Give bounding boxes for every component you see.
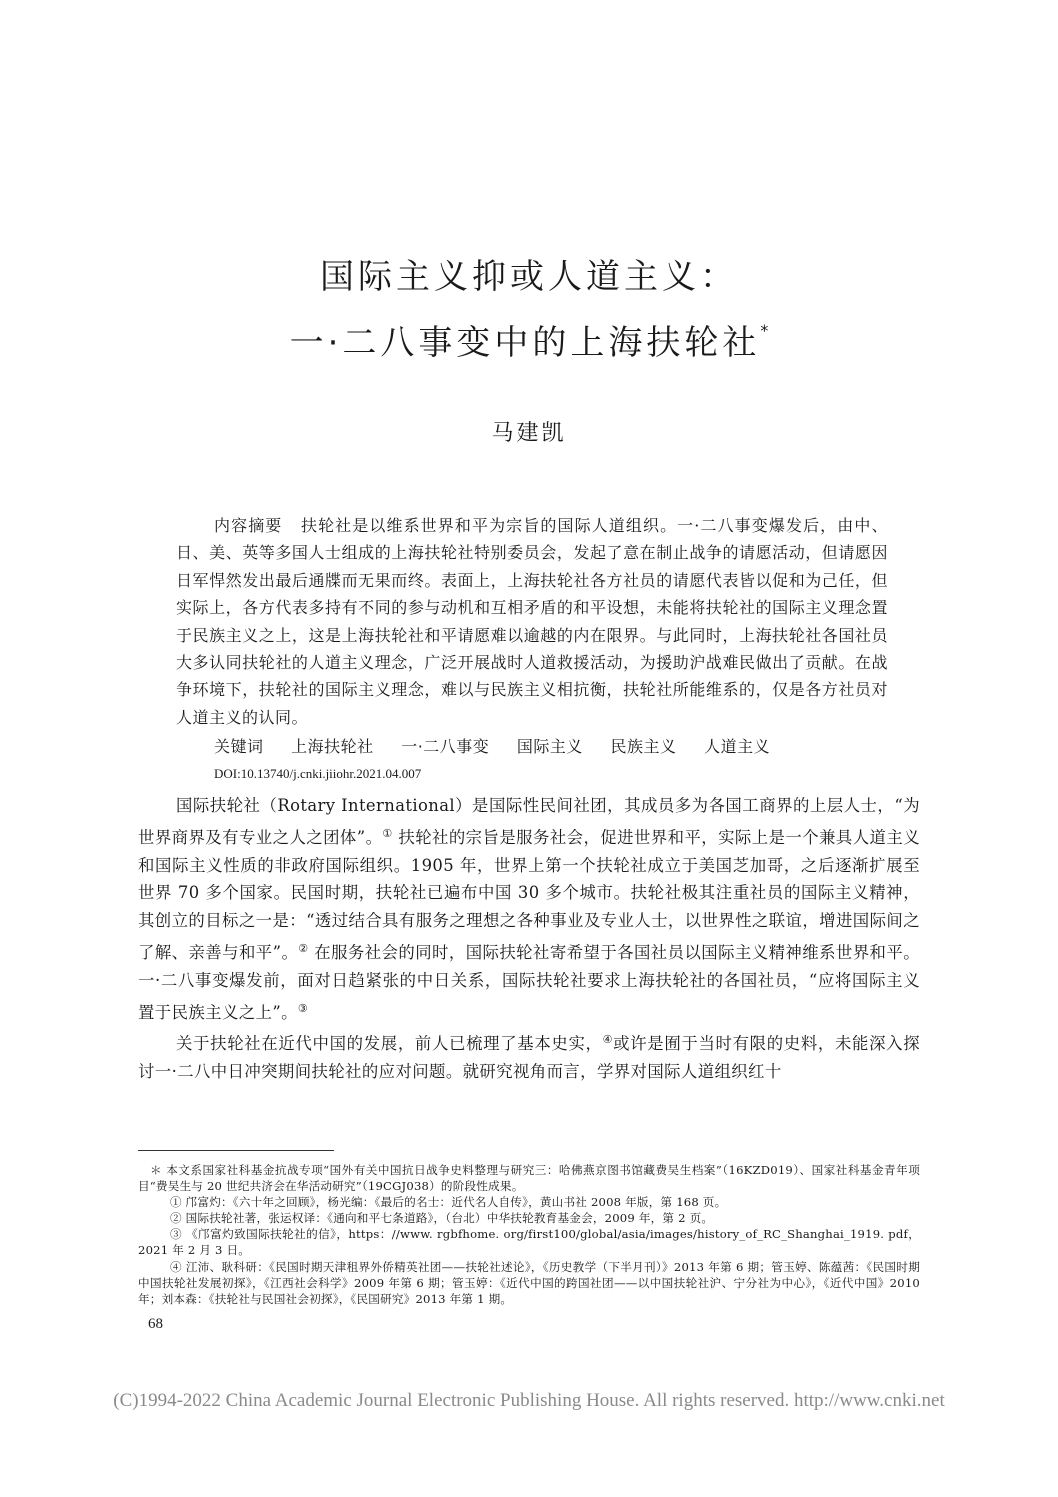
abstract-label: 内容摘要	[214, 516, 283, 535]
footnote-ref[interactable]: ④	[602, 1033, 614, 1047]
abstract-text: 扶轮社是以维系世界和平为宗旨的国际人道组织。一·二八事变爆发后，由中、日、美、英等多国人士组成的上海扶轮社特别委员会，发起了意在制止战争的请愿活动，但请愿因日军悍然发出最后通牒而无果而终。表面上，上海扶轮社各方社员的请愿代表皆以促和为己任，但实际上，各方代表多持有不同的参与动机和互相矛盾的和平设想，未能将扶轮社的国际主义理念置于民族主义之上，这是上海扶轮社和平请愿难以逾越的内在限界。与此同时，上海扶轮社各国社员大多认同扶轮社的人道主义理念，广泛开展战时人道救援活动，为援助沪战难民做出了贡献。在战争环境下，扶轮社的国际主义理念，难以与民族主义相抗衡，扶轮社所能维系的，仅是各方社员对人道主义的认同。	[176, 516, 888, 727]
keyword-item: 上海扶轮社	[291, 737, 374, 756]
footnote: ② 国际扶轮社著，张运权译：《通向和平七条道路》，（台北）中华扶轮教育基金会，2009 年，第 2 页。	[170, 1211, 714, 1226]
footnote: ④ 江沛、耿科研：《民国时期天津租界外侨精英社团——扶轮社述论》，《历史教学（下半月刊）》2013 年第 6 期；管玉婷、陈蕴茜：《民国时期中国扶轮社发展初探》，《江西社会科学》2009 年第 6 期；管玉婷：《近代中国的跨国社团——以中国扶轮社沪、宁分社为中心》，《近代中国》2010 年；刘本森：《扶轮社与民国社会初探》，《民国研究》2013 年第 1 期。	[138, 1259, 920, 1306]
text-run: 在服务社会的同时，国际扶轮社寄希望于各国社员以国际主义精神维系世界和平。一·二八事变爆发前，面对日趋紧张的中日关系，国际扶轮社要求上海扶轮社的各国社员，“应将国际主义置于民族主义之上”。	[138, 942, 921, 1022]
paragraph	[138, 1026, 920, 1086]
abstract	[176, 512, 888, 731]
keyword-item: 人道主义	[704, 737, 771, 756]
copyright-watermark: (C)1994-2022 China Academic Journal Electronic Publishing House. All rights reserved. http://www.cnki.net	[113, 1390, 945, 1411]
keyword-item: 一·二八事变	[401, 737, 490, 756]
text-run: 国际扶轮社（Rotary International）是国际性民间社团，其成员多为各国工商界的上层人士，“为世界商界及有专业之人之团体”。	[138, 796, 920, 847]
text-run: 扶轮社的宗旨是服务社会，促进世界和平，实际上是一个兼具人道主义和国际主义性质的非政府国际组织。1905 年，世界上第一个扶轮社成立于美国芝加哥，之后逐渐扩展至世界 70 多个国家。民国时期，扶轮社已遍布中国 30 多个城市。扶轮社极其注重社员的国际主义精神，其创立的目标之一是：“透过结合具有服务之理想之各种事业及专业人士，以世界性之联谊，增进国际间之了解、亲善与和平”。	[138, 827, 920, 962]
footnote: ③ 《邝富灼致国际扶轮社的信》，https：//www. rgbfhome. org/first100/global/asia/images/history_of_RC_Shanghai_1919. pdf，2021 年 2 月 3 日。	[138, 1227, 920, 1258]
text-run: 或许是囿于当时有限的史料，未能深入探讨一·二八中日冲突期间扶轮社的应对问题。就研究视角而言，学界对国际人道组织红十	[138, 1034, 921, 1082]
body-text	[138, 792, 920, 1086]
article-title	[0, 250, 1058, 370]
doi: DOI:10.13740/j.cnki.jiiohr.2021.04.007	[214, 766, 422, 781]
footnote: ① 邝富灼：《六十年之回顾》，杨光编：《最后的名士：近代名人自传》，黄山书社 2008 年版，第 168 页。	[170, 1195, 727, 1210]
keyword-item: 民族主义	[610, 737, 677, 756]
footnotes	[138, 1162, 920, 1307]
title-line-2-text: 一·二八事变中的上海扶轮社	[289, 323, 761, 363]
title-footnote-mark: *	[760, 321, 769, 340]
footnote-ref[interactable]: ①	[382, 826, 393, 840]
footnote-divider	[138, 1150, 334, 1151]
title-line-2	[0, 304, 1058, 370]
keyword-item: 国际主义	[516, 737, 583, 756]
footnote-ref[interactable]: ③	[297, 1001, 309, 1015]
footnote-ref[interactable]: ②	[298, 941, 309, 955]
page-number: 68	[148, 1316, 163, 1332]
title-line-1: 国际主义抑或人道主义：	[320, 257, 738, 297]
text-run: 关于扶轮社在近代中国的发展，前人已梳理了基本史实，	[176, 1034, 603, 1054]
footnote: ＊ 本文系国家社科基金抗战专项“国外有关中国抗日战争史料整理与研究三：哈佛燕京图书馆藏费吴生档案”（16KZD019）、国家社科基金青年项目“费吴生与 20 世纪共济会在华活动研究”（19CGJ038）的阶段性成果。	[138, 1163, 920, 1194]
keywords	[214, 734, 792, 757]
keywords-label: 关键词	[214, 737, 264, 756]
paragraph	[138, 792, 920, 1026]
author-name: 马建凯	[491, 421, 567, 446]
